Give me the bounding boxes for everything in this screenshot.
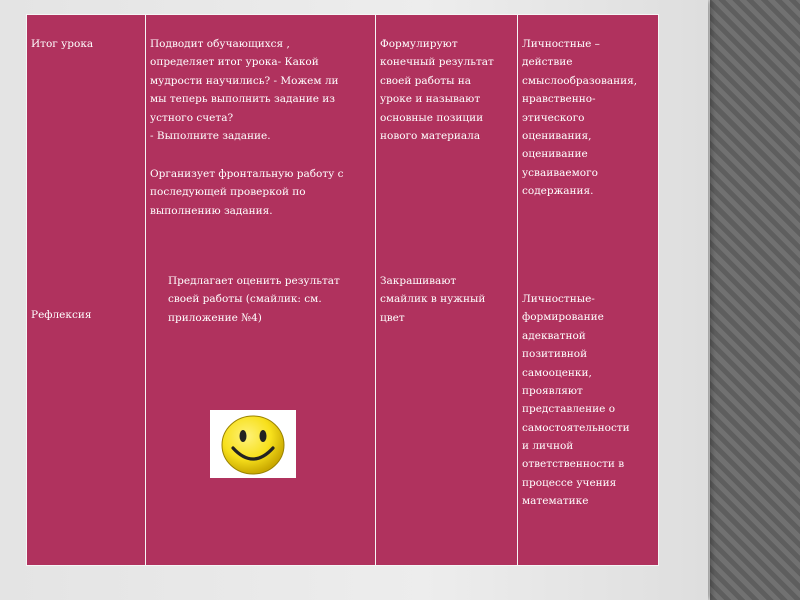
stage-cell xyxy=(27,15,146,566)
table-row xyxy=(27,15,659,566)
text-line: цвет xyxy=(380,311,405,324)
text-line: усваиваемого xyxy=(522,166,598,179)
text-line: этического xyxy=(522,111,585,124)
text-line: Личностные – xyxy=(522,38,600,50)
text-line: оценивания, xyxy=(522,129,592,142)
text-line: адекватной xyxy=(522,329,586,342)
text-line: нравственно- xyxy=(522,93,596,106)
text-line: оценивание xyxy=(522,148,588,161)
uud-cell xyxy=(518,15,659,566)
teacher-summary-text xyxy=(150,35,372,145)
text-line: устного счета? xyxy=(150,111,234,124)
text-line: основные позиции xyxy=(380,111,484,124)
text-line: представление о xyxy=(522,403,616,416)
student-activity-cell xyxy=(376,15,518,566)
text-line: своей работы (смайлик: см. xyxy=(168,293,322,306)
striped-background xyxy=(710,0,800,600)
smiley-face-icon xyxy=(219,412,287,476)
text-line: ответственности в xyxy=(522,458,625,471)
text-line: определяет итог урока- Какой xyxy=(150,56,319,69)
teacher-frontal-work-text xyxy=(150,165,372,220)
text-line: Организует фронтальную работу с xyxy=(150,168,344,180)
student-reflection-text xyxy=(380,272,516,327)
text-line: Личностные- xyxy=(522,293,595,305)
uud-reflection-text xyxy=(522,290,656,511)
text-line: Закрашивают xyxy=(380,275,457,287)
lesson-table xyxy=(26,14,659,566)
text-line: Подводит обучающихся , xyxy=(150,38,290,50)
text-line: последующей проверкой по xyxy=(150,186,306,199)
text-line: нового материала xyxy=(380,129,481,142)
stage-label-reflection: Рефлексия xyxy=(31,309,92,321)
text-line: самооценки, xyxy=(522,366,592,379)
text-line: содержания. xyxy=(522,185,594,197)
text-line: формирование xyxy=(522,311,604,324)
text-line: смайлик в нужный xyxy=(380,293,486,306)
text-line: мы теперь выполнить задание из xyxy=(150,93,335,106)
text-line: Предлагает оценить результат xyxy=(168,275,340,287)
text-line: и личной xyxy=(522,440,574,452)
text-line: конечный результат xyxy=(380,56,494,69)
uud-summary-text xyxy=(522,35,656,200)
text-line: выполнению задания. xyxy=(150,204,273,217)
text-line: математике xyxy=(522,495,589,508)
stage-label-summary: Итог урока xyxy=(31,38,94,50)
text-line: своей работы на xyxy=(380,74,472,87)
text-line: проявляют xyxy=(522,384,583,397)
text-line: самостоятельности xyxy=(522,421,630,434)
smiley-image xyxy=(210,410,296,478)
text-line: смыслообразования, xyxy=(522,74,638,87)
text-line: уроке и называют xyxy=(380,93,481,106)
text-line: Формулируют xyxy=(380,38,458,50)
teacher-activity-cell xyxy=(146,15,376,566)
student-summary-text xyxy=(380,35,516,145)
text-line: позитивной xyxy=(522,348,588,361)
text-line: - Выполните задание. xyxy=(150,129,271,142)
text-line: мудрости научились? - Можем ли xyxy=(150,74,339,87)
text-line: процессе учения xyxy=(522,476,617,489)
text-line: приложение №4) xyxy=(168,311,262,324)
text-line: действие xyxy=(522,56,573,69)
teacher-reflection-text xyxy=(168,272,373,327)
